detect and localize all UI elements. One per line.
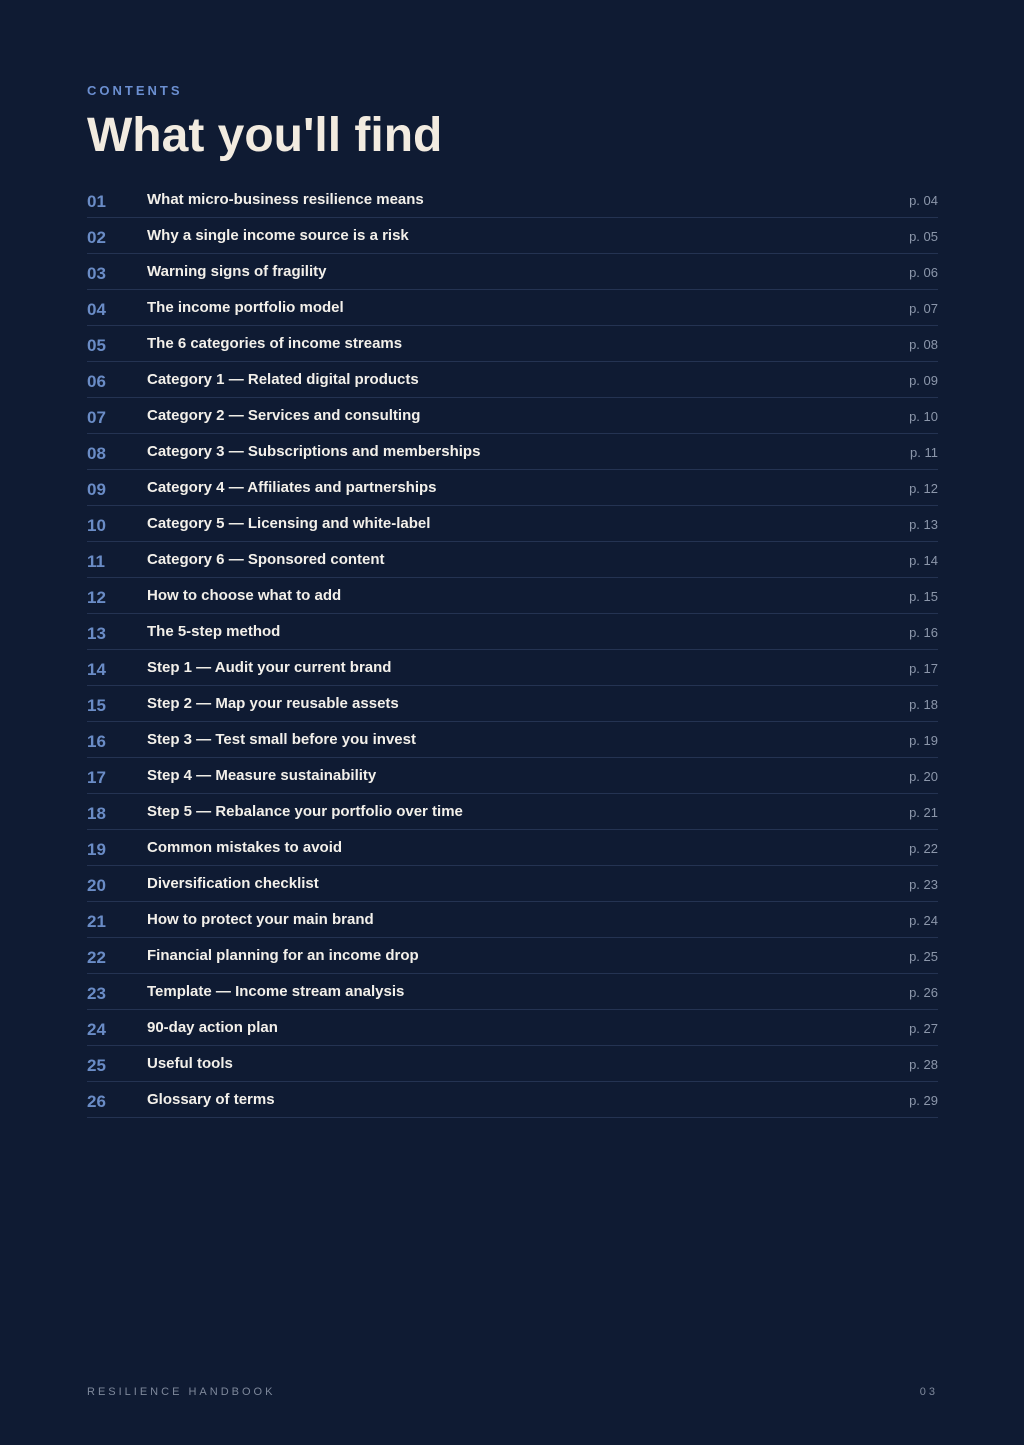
toc-entry-page: p. 24	[909, 913, 938, 928]
toc-entry[interactable]	[87, 182, 938, 218]
toc-entry-page: p. 15	[909, 589, 938, 604]
toc-entry-number: 22	[87, 948, 106, 967]
toc-entry-title: How to protect your main brand	[147, 911, 374, 928]
toc-entry-page: p. 11	[910, 445, 938, 460]
toc-entry-title: The income portfolio model	[147, 299, 344, 316]
toc-entry-page: p. 08	[909, 337, 938, 352]
toc-entry-number: 20	[87, 876, 106, 895]
toc-entry[interactable]	[87, 650, 938, 686]
toc-entry-number: 07	[87, 408, 106, 427]
toc-entry-page: p. 25	[909, 949, 938, 964]
toc-entry-title: The 5-step method	[147, 623, 281, 640]
toc-entry-number: 02	[87, 228, 106, 247]
toc-entry-number: 04	[87, 300, 106, 319]
footer-book-title: RESILIENCE HANDBOOK	[87, 1386, 276, 1398]
toc-entry-number: 10	[87, 516, 106, 535]
toc-entry-number: 13	[87, 624, 106, 643]
toc-entry-number: 01	[87, 192, 106, 211]
toc-entry[interactable]	[87, 866, 938, 902]
toc-entry-title: Category 6 — Sponsored content	[147, 551, 385, 568]
toc-entry-title: Common mistakes to avoid	[147, 839, 343, 856]
toc-entry[interactable]	[87, 578, 938, 614]
toc-entry-number: 12	[87, 588, 106, 607]
toc-entry[interactable]	[87, 794, 938, 830]
toc-entry-number: 23	[87, 984, 106, 1003]
toc-entry-title: Why a single income source is a risk	[147, 227, 409, 244]
toc-entry[interactable]	[87, 830, 938, 866]
toc-entry-number: 15	[87, 696, 106, 715]
toc-entry[interactable]	[87, 686, 938, 722]
toc-entry-number: 03	[87, 264, 106, 283]
toc-entry-number: 17	[87, 768, 106, 787]
toc-entry-page: p. 07	[909, 301, 938, 316]
toc-entry-page: p. 04	[909, 193, 938, 208]
toc-entry[interactable]	[87, 290, 938, 326]
toc-entry-page: p. 22	[909, 841, 938, 856]
toc-entry[interactable]	[87, 614, 938, 650]
toc-entry-title: Category 3 — Subscriptions and memberships	[147, 443, 481, 460]
toc-entry[interactable]	[87, 506, 938, 542]
toc-entry-title: Category 1 — Related digital products	[147, 371, 419, 388]
toc-entry[interactable]	[87, 758, 938, 794]
toc-entry-number: 05	[87, 336, 106, 355]
toc-entry-title: What micro-business resilience means	[147, 191, 424, 208]
toc-entry-page: p. 26	[909, 985, 938, 1000]
toc-entry-title: Category 4 — Affiliates and partnerships	[147, 479, 437, 496]
toc-entry-page: p. 06	[909, 265, 938, 280]
toc-entry-page: p. 05	[909, 229, 938, 244]
toc-entry-number: 09	[87, 480, 106, 499]
toc-entry-number: 24	[87, 1020, 106, 1039]
footer-page-number: 03	[919, 1386, 938, 1398]
toc-entry-title: Category 5 — Licensing and white-label	[147, 515, 431, 532]
toc-entry-page: p. 16	[909, 625, 938, 640]
toc-entry[interactable]	[87, 1010, 938, 1046]
toc-entry[interactable]	[87, 1046, 938, 1082]
toc-entry-title: Step 5 — Rebalance your portfolio over time	[147, 803, 463, 820]
toc-entry[interactable]	[87, 254, 938, 290]
toc-entry-title: Financial planning for an income drop	[147, 947, 419, 964]
toc-entry[interactable]	[87, 1082, 938, 1118]
toc-entry[interactable]	[87, 398, 938, 434]
toc-entry-title: Glossary of terms	[147, 1091, 275, 1108]
toc-entry[interactable]	[87, 362, 938, 398]
toc-entry-title: Template — Income stream analysis	[147, 983, 405, 1000]
page-title: What you'll find	[87, 109, 443, 162]
toc-entry-number: 26	[87, 1092, 106, 1111]
toc-entry[interactable]	[87, 326, 938, 362]
table-of-contents	[87, 182, 938, 1118]
toc-entry-number: 08	[87, 444, 106, 463]
toc-entry[interactable]	[87, 902, 938, 938]
toc-entry-title: Step 1 — Audit your current brand	[147, 659, 392, 676]
toc-entry-page: p. 09	[909, 373, 938, 388]
toc-entry[interactable]	[87, 470, 938, 506]
toc-entry-page: p. 27	[909, 1021, 938, 1036]
toc-entry-page: p. 12	[909, 481, 938, 496]
toc-entry-title: Step 3 — Test small before you invest	[147, 731, 416, 748]
toc-entry[interactable]	[87, 434, 938, 470]
toc-entry-page: p. 28	[909, 1057, 938, 1072]
toc-entry-title: The 6 categories of income streams	[147, 335, 403, 352]
toc-entry-number: 18	[87, 804, 106, 823]
toc-entry-page: p. 18	[909, 697, 938, 712]
toc-entry-title: Diversification checklist	[147, 875, 319, 892]
toc-entry-page: p. 20	[909, 769, 938, 784]
toc-entry-title: Step 2 — Map your reusable assets	[147, 695, 399, 712]
toc-entry-number: 21	[87, 912, 106, 931]
toc-entry-page: p. 13	[909, 517, 938, 532]
toc-entry[interactable]	[87, 542, 938, 578]
toc-entry[interactable]	[87, 218, 938, 254]
toc-entry-title: Step 4 — Measure sustainability	[147, 767, 377, 784]
toc-entry-page: p. 10	[909, 409, 938, 424]
toc-entry[interactable]	[87, 974, 938, 1010]
toc-entry-title: 90-day action plan	[147, 1019, 278, 1036]
toc-entry-title: Category 2 — Services and consulting	[147, 407, 421, 424]
toc-entry-page: p. 19	[909, 733, 938, 748]
toc-entry-page: p. 23	[909, 877, 938, 892]
toc-entry-page: p. 29	[909, 1093, 938, 1108]
toc-entry-number: 06	[87, 372, 106, 391]
toc-entry[interactable]	[87, 722, 938, 758]
toc-entry-page: p. 17	[909, 661, 938, 676]
toc-entry-title: Useful tools	[147, 1055, 233, 1072]
toc-entry-number: 25	[87, 1056, 106, 1075]
toc-entry-page: p. 21	[909, 805, 938, 820]
toc-entry-number: 16	[87, 732, 106, 751]
toc-entry-number: 14	[87, 660, 106, 679]
toc-entry-title: How to choose what to add	[147, 587, 342, 604]
toc-entry-number: 19	[87, 840, 106, 859]
toc-entry-number: 11	[87, 552, 105, 571]
toc-entry[interactable]	[87, 938, 938, 974]
toc-entry-page: p. 14	[909, 553, 938, 568]
toc-entry-title: Warning signs of fragility	[147, 263, 327, 280]
section-eyebrow: CONTENTS	[87, 83, 183, 98]
